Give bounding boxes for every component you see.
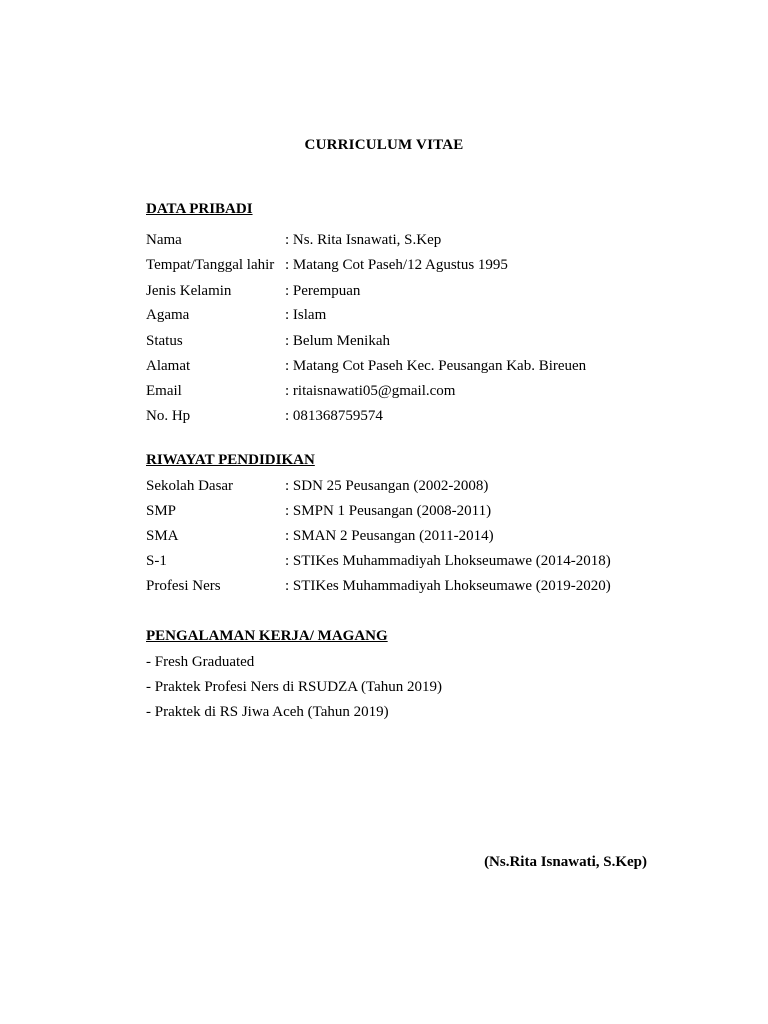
personal-row-label: Jenis Kelamin [146,283,232,299]
personal-row-value: : Matang Cot Paseh Kec. Peusangan Kab. Bireuen [285,358,587,374]
personal-row-value: : ritaisnawati05@gmail.com [285,383,456,399]
personal-row-value: : Matang Cot Paseh/12 Agustus 1995 [285,257,508,273]
document-title: CURRICULUM VITAE [304,137,464,153]
personal-row-label: Tempat/Tanggal lahir [146,257,275,273]
education-row-label: Profesi Ners [146,578,221,594]
experience-item: - Fresh Graduated [146,654,255,670]
education-row-value: : SDN 25 Peusangan (2002-2008) [285,478,489,494]
personal-row-value: : Islam [285,307,327,323]
experience-item: - Praktek Profesi Ners di RSUDZA (Tahun 2019) [146,679,442,695]
education-row-value: : SMPN 1 Peusangan (2008-2011) [285,503,492,519]
personal-row-label: Email [146,383,182,399]
education-row-value: : SMAN 2 Peusangan (2011-2014) [285,528,494,544]
experience-item: - Praktek di RS Jiwa Aceh (Tahun 2019) [146,704,389,720]
personal-row-value: : 081368759574 [285,408,383,424]
personal-row-label: Alamat [146,358,191,374]
education-row-value: : STIKes Muhammadiyah Lhokseumawe (2019-2020) [285,578,611,594]
personal-row-label: Agama [146,307,190,323]
personal-row-label: Status [146,333,183,349]
education-row-label: SMP [146,503,177,519]
education-row-value: : STIKes Muhammadiyah Lhokseumawe (2014-2018) [285,553,611,569]
personal-row-label: No. Hp [146,408,191,424]
education-row-label: SMA [146,528,179,544]
signature-name: (Ns.Rita Isnawati, S.Kep) [484,854,647,870]
education-heading: RIWAYAT PENDIDIKAN [146,452,315,468]
experience-heading: PENGALAMAN KERJA/ MAGANG [146,628,388,644]
personal-row-value: : Perempuan [285,283,361,299]
personal-data-heading: DATA PRIBADI [146,201,253,217]
education-row-label: Sekolah Dasar [146,478,234,494]
personal-row-value: : Ns. Rita Isnawati, S.Kep [285,232,442,248]
personal-row-label: Nama [146,232,182,248]
education-row-label: S-1 [146,553,167,569]
personal-row-value: : Belum Menikah [285,333,390,349]
